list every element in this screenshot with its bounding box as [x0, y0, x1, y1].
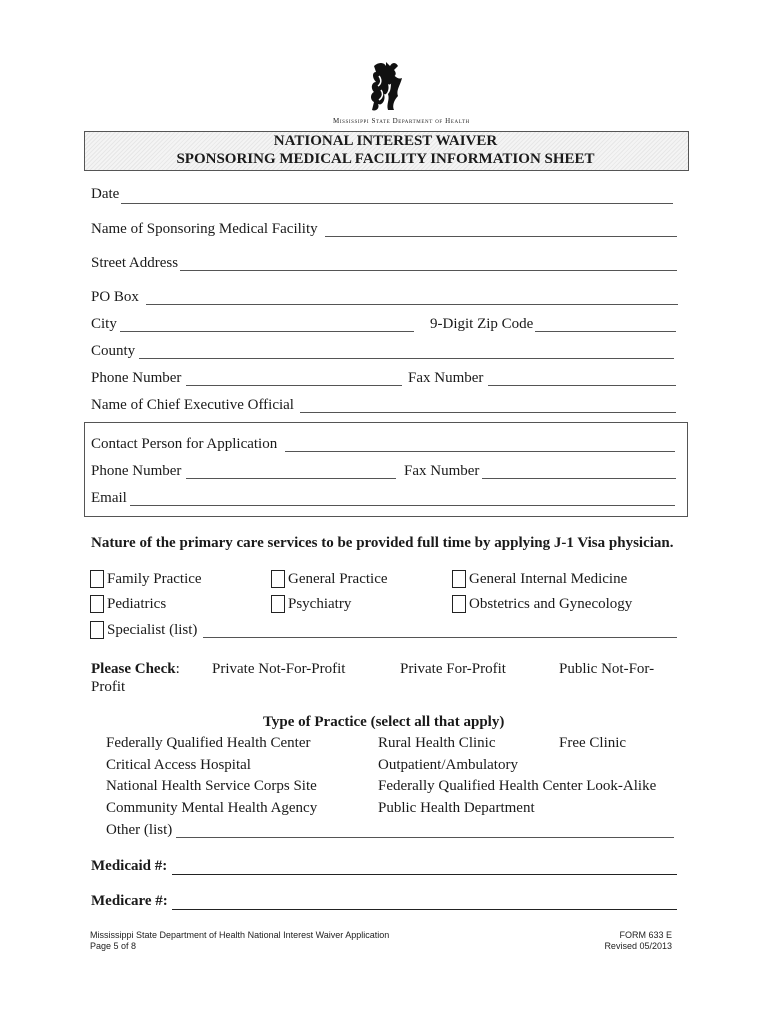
practice-nhsc[interactable]: National Health Service Corps Site — [106, 778, 317, 794]
facility-name-field[interactable] — [325, 236, 677, 237]
contact-phone-field[interactable] — [186, 478, 396, 479]
general-internal-medicine-label: General Internal Medicine — [469, 571, 628, 587]
medicaid-label: Medicaid #: — [91, 858, 168, 874]
practice-outpatient[interactable]: Outpatient/Ambulatory — [378, 757, 518, 773]
general-internal-medicine-checkbox[interactable] — [452, 570, 466, 588]
ceo-field[interactable] — [300, 412, 676, 413]
ceo-label: Name of Chief Executive Official — [91, 397, 294, 413]
phone-field[interactable] — [186, 385, 402, 386]
street-address-field[interactable] — [180, 270, 677, 271]
city-field[interactable] — [120, 331, 414, 332]
medicare-field[interactable] — [172, 909, 677, 910]
fax-field[interactable] — [488, 385, 676, 386]
phone-label: Phone Number — [91, 370, 182, 386]
zip-field[interactable] — [535, 331, 676, 332]
form-title-line1: NATIONAL INTEREST WAIVER — [273, 133, 498, 149]
general-practice-checkbox[interactable] — [271, 570, 285, 588]
option-public-not-for-profit-cont: Profit — [91, 679, 126, 695]
family-practice-checkbox[interactable] — [90, 570, 104, 588]
form-title-line2: SPONSORING MEDICAL FACILITY INFORMATION SHEET — [176, 151, 595, 167]
practice-fqhc-lookalike[interactable]: Federally Qualified Health Center Look-Alike — [378, 778, 657, 794]
practice-rural[interactable]: Rural Health Clinic — [378, 735, 496, 751]
contact-person-field[interactable] — [285, 451, 675, 452]
contact-person-label: Contact Person for Application — [91, 436, 278, 452]
practice-other-field[interactable] — [176, 837, 674, 838]
footer-right — [604, 930, 672, 952]
please-check-colon: : — [175, 661, 180, 677]
option-public-not-for-profit[interactable]: Public Not-For- — [559, 661, 655, 677]
psychiatry-checkbox[interactable] — [271, 595, 285, 613]
please-check-text: Please Check — [91, 661, 176, 677]
county-field[interactable] — [139, 358, 674, 359]
contact-fax-field[interactable] — [482, 478, 676, 479]
specialist-checkbox[interactable] — [90, 621, 104, 639]
department-name: Mississippi State Department of Health — [333, 117, 470, 125]
footer-application-title: Mississippi State Department of Health National Interest Waiver Application — [90, 930, 390, 940]
services-heading: Nature of the primary care services to be provided full time by applying J-1 Visa physician. — [91, 535, 674, 551]
facility-name-label: Name of Sponsoring Medical Facility — [91, 221, 318, 237]
specialist-label: Specialist (list) — [107, 622, 198, 638]
contact-phone-label: Phone Number — [91, 463, 182, 479]
po-box-label: PO Box — [91, 289, 139, 305]
practice-cah[interactable]: Critical Access Hospital — [106, 757, 251, 773]
email-field[interactable] — [130, 505, 675, 506]
practice-cmha[interactable]: Community Mental Health Agency — [106, 800, 318, 816]
date-field[interactable] — [121, 203, 673, 204]
obgyn-label: Obstetrics and Gynecology — [469, 596, 633, 612]
practice-heading: Type of Practice (select all that apply) — [263, 714, 505, 730]
date-label: Date — [91, 186, 120, 202]
footer-left — [90, 930, 389, 952]
option-private-not-for-profit[interactable]: Private Not-For-Profit — [212, 661, 346, 677]
pediatrics-checkbox[interactable] — [90, 595, 104, 613]
family-practice-label: Family Practice — [107, 571, 202, 587]
zip-label: 9-Digit Zip Code — [430, 316, 534, 332]
general-practice-label: General Practice — [288, 571, 388, 587]
county-label: County — [91, 343, 136, 359]
contact-fax-label: Fax Number — [404, 463, 480, 479]
practice-public-health[interactable]: Public Health Department — [378, 800, 535, 816]
po-box-field[interactable] — [146, 304, 678, 305]
practice-fqhc[interactable]: Federally Qualified Health Center — [106, 735, 311, 751]
please-check-label — [91, 661, 180, 678]
footer-form-number: FORM 633 E — [619, 930, 672, 940]
specialist-field[interactable] — [203, 637, 677, 638]
medicare-label: Medicare #: — [91, 893, 168, 909]
psychiatry-label: Psychiatry — [288, 596, 352, 612]
practice-other-label: Other (list) — [106, 822, 173, 838]
footer-page-number: Page 5 of 8 — [90, 941, 137, 951]
medicaid-field[interactable] — [172, 874, 677, 875]
practice-free-clinic[interactable]: Free Clinic — [559, 735, 627, 751]
obgyn-checkbox[interactable] — [452, 595, 466, 613]
footer-revised-date: Revised 05/2013 — [604, 941, 672, 951]
option-private-for-profit[interactable]: Private For-Profit — [400, 661, 506, 677]
city-label: City — [91, 316, 117, 332]
email-label: Email — [91, 490, 127, 506]
fax-label: Fax Number — [408, 370, 484, 386]
msdh-logo — [364, 60, 408, 114]
street-address-label: Street Address — [91, 255, 179, 271]
pediatrics-label: Pediatrics — [107, 596, 167, 612]
